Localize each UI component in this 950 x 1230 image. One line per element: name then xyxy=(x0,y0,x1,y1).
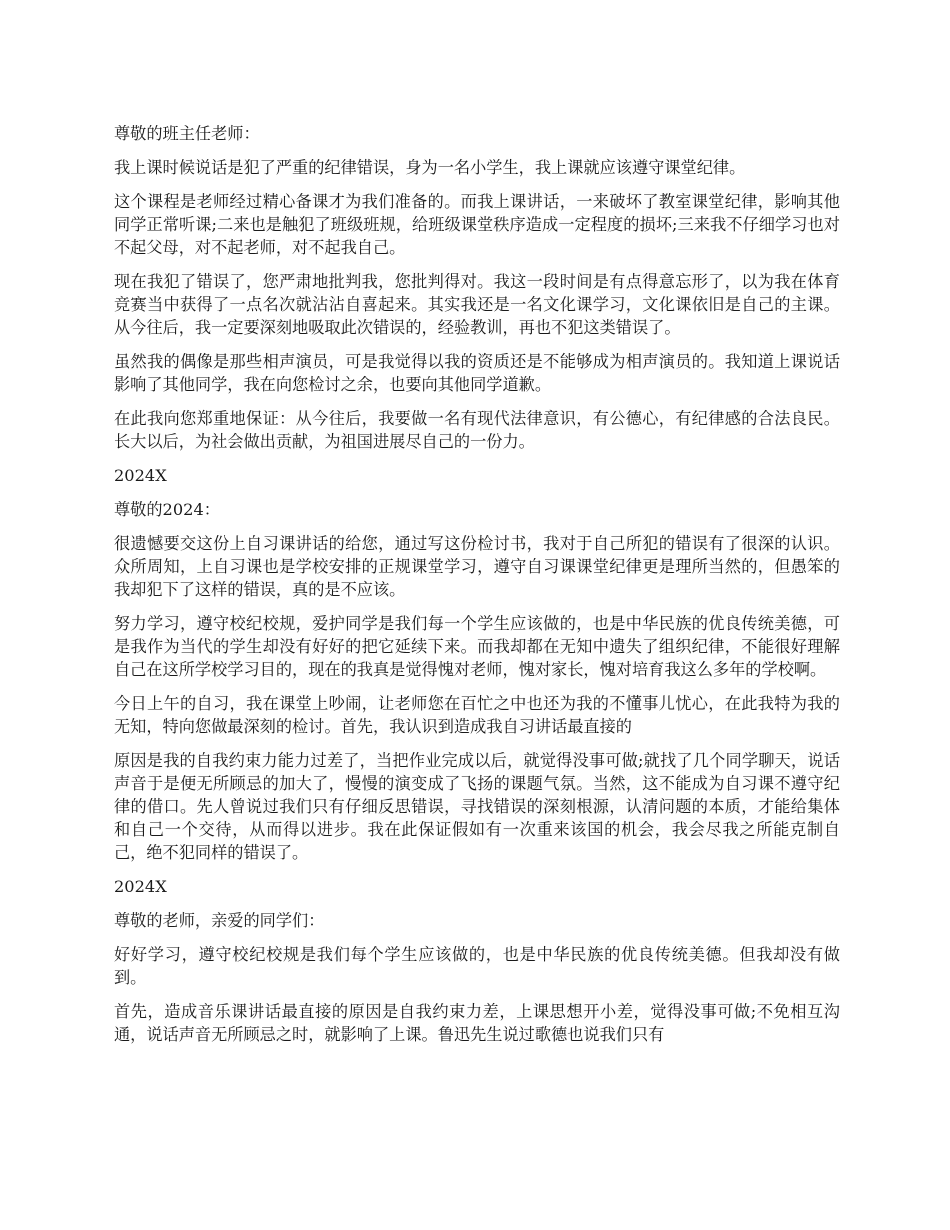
paragraph: 这个课程是老师经过精心备课才为我们准备的。而我上课讲话，一来破坏了教室课堂纪律，影响其他同学正常听课;二来也是触犯了班级班规，给班级课堂秩序造成一定程度的损坏;三来我不仔细学习也对不起父母，对不起老师，对不起我自己。 xyxy=(114,192,840,257)
paragraph: 好好学习，遵守校纪校规是我们每个学生应该做的，也是中华民族的优良传统美德。但我却没有做到。 xyxy=(114,945,840,987)
salutation: 尊敬的班主任老师： xyxy=(114,124,260,143)
paragraph: 很遗憾要交这份上自习课讲话的给您，通过写这份检讨书，我对于自己所犯的错误有了很深的认识。众所周知，上自习课也是学校安排的正规课堂学习，遵守自习课课堂纪律更是理所当然的，但愚笨的我却犯下了这样的错误，真的是不应该。 xyxy=(114,534,840,599)
section-marker: 2024X xyxy=(114,877,167,896)
paragraph: 原因是我的自我约束力能力过差了，当把作业完成以后，就觉得没事可做;就找了几个同学聊天，说话声音于是便无所顾忌的加大了，慢慢的演变成了飞扬的课题气氛。当然，这不能成为自习课不遵守纪律的借口。先人曾说过我们只有仔细反思错误，寻找错误的深刻根源，认清问题的本质，才能给集体和自己一个交待，从而得以进步。我在此保证假如有一次重来该国的机会，我会尽我之所能克制自己，绝不犯同样的错误了。 xyxy=(114,751,840,862)
section-marker: 2024X xyxy=(114,466,167,485)
paragraph: 现在我犯了错误了，您严肃地批判我，您批判得对。我这一段时间是有点得意忘形了，以为我在体育竞赛当中获得了一点名次就沾沾自喜起来。其实我还是一名文化课学习，文化课依旧是自己的主课。从今往后，我一定要深刻地吸取此次错误的，经验教训，再也不犯这类错误了。 xyxy=(114,272,840,337)
paragraph: 努力学习，遵守校纪校规，爱护同学是我们每一个学生应该做的，也是中华民族的优良传统美德，可是我作为当代的学生却没有好好的把它延续下来。而我却都在无知中遗失了组织纪律，不能很好理解自己在这所学校学习目的，现在的我真是觉得愧对老师，愧对家长，愧对培育我这么多年的学校啊。 xyxy=(114,614,840,679)
paragraph: 今日上午的自习，我在课堂上吵闹，让老师您在百忙之中也还为我的不懂事儿忧心，在此我特为我的无知，特向您做最深刻的检讨。首先，我认识到造成我自习讲话最直接的 xyxy=(114,694,840,736)
paragraph: 虽然我的偶像是那些相声演员，可是我觉得以我的资质还是不能够成为相声演员的。我知道上课说话影响了其他同学，我在向您检讨之余，也要向其他同学道歉。 xyxy=(114,352,840,394)
paragraph: 首先，造成音乐课讲话最直接的原因是自我约束力差，上课思想开小差，觉得没事可做;不免相互沟通，说话声音无所顾忌之时，就影响了上课。鲁迅先生说过歌德也说我们只有 xyxy=(114,1002,840,1044)
document-body xyxy=(114,122,840,1057)
paragraph: 我上课时候说话是犯了严重的纪律错误，身为一名小学生，我上课就应该遵守课堂纪律。 xyxy=(114,158,746,177)
salutation: 尊敬的2024： xyxy=(114,500,220,519)
paragraph: 在此我向您郑重地保证：从今往后，我要做一名有现代法律意识，有公德心，有纪律感的合法良民。长大以后，为社会做出贡献，为祖国进展尽自己的一份力。 xyxy=(114,409,840,451)
salutation: 尊敬的老师，亲爱的同学们： xyxy=(114,911,325,930)
